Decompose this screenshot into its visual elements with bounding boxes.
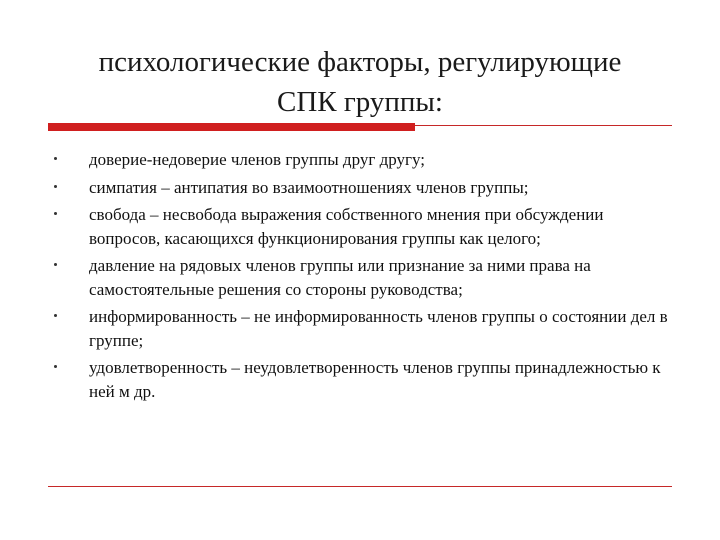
bullet-list xyxy=(48,148,668,407)
slide-title xyxy=(40,42,680,122)
bullet-icon xyxy=(54,263,57,266)
bullet-text: информированность – не информированность членов группы о состоянии дел в группе; xyxy=(89,307,668,350)
bullet-item xyxy=(48,356,668,403)
bullet-icon xyxy=(54,157,57,160)
bullet-item xyxy=(48,305,668,352)
bullet-icon xyxy=(54,185,57,188)
bullet-text: свобода – несвобода выражения собственного мнения при обсуждении вопросов, касающихся функционирования группы как целого; xyxy=(89,205,604,248)
title-line-2: СПК группы: xyxy=(277,86,443,118)
bullet-icon xyxy=(54,365,57,368)
bullet-item xyxy=(48,176,668,200)
title-line-1: психологические факторы, регулирующие xyxy=(98,46,622,78)
bullet-text: удовлетворенность – неудовлетворенность членов группы принадлежностью к ней м др. xyxy=(89,358,661,401)
bullet-text: давление на рядовых членов группы или признание за ними права на самостоятельные решения со стороны руководства; xyxy=(89,256,591,299)
title-divider-thick xyxy=(48,123,415,131)
bullet-icon xyxy=(54,314,57,317)
footer-divider xyxy=(48,486,672,487)
bullet-item xyxy=(48,254,668,301)
bullet-icon xyxy=(54,212,57,215)
bullet-text: симпатия – антипатия во взаимоотношениях членов группы; xyxy=(89,177,529,197)
bullet-item xyxy=(48,148,668,172)
bullet-item xyxy=(48,203,668,250)
bullet-text: доверие-недоверие членов группы друг другу; xyxy=(89,150,425,169)
